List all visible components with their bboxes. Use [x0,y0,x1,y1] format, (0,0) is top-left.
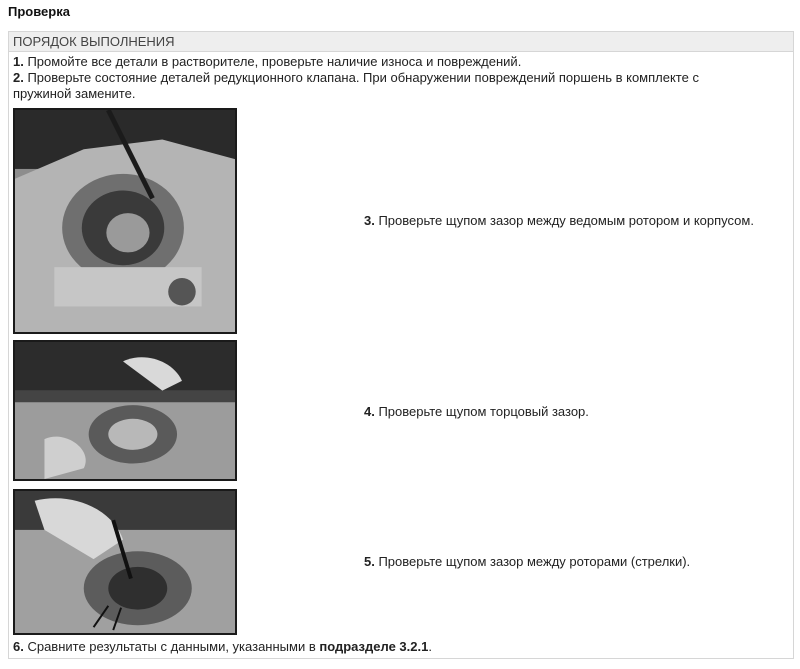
step-3-number: 3. [364,213,375,228]
section-header: ПОРЯДОК ВЫПОЛНЕНИЯ [9,32,793,52]
step-1-text: Промойте все детали в растворителе, проверьте наличие износа и повреждений. [23,54,522,69]
photo-feeler-gauge-rotors [13,489,237,635]
step-4-number: 4. [364,404,375,419]
step-2-text: Проверьте состояние деталей редукционного клапана. При обнаружении повреждений поршень в комплекте с [23,70,699,85]
step-3 [364,213,754,229]
step-1 [13,54,521,70]
step-5-text: Проверьте щупом зазор между роторами (стрелки). [374,554,691,569]
step-6 [13,639,432,655]
step-4 [364,404,589,420]
page-title: Проверка [8,4,70,19]
step-1-number: 1. [13,54,24,69]
step-6-text: Сравните результаты с данными, указанными в [23,639,320,654]
subsection-reference: подразделе 3.2.1 [319,639,429,654]
photo-feeler-gauge-end-clearance [13,340,237,481]
step-2-text-cont: пружиной замените. [13,86,136,101]
step-2 [13,70,773,102]
step-6-text-end: . [428,639,432,654]
step-3-text: Проверьте щупом зазор между ведомым ротором и корпусом. [374,213,754,228]
step-2-number: 2. [13,70,24,85]
step-4-text: Проверьте щупом торцовый зазор. [374,404,589,419]
step-5-number: 5. [364,554,375,569]
photo-feeler-gauge-rotor-housing [13,108,237,334]
step-5 [364,554,690,570]
instructions-panel [8,31,794,659]
step-6-number: 6. [13,639,24,654]
